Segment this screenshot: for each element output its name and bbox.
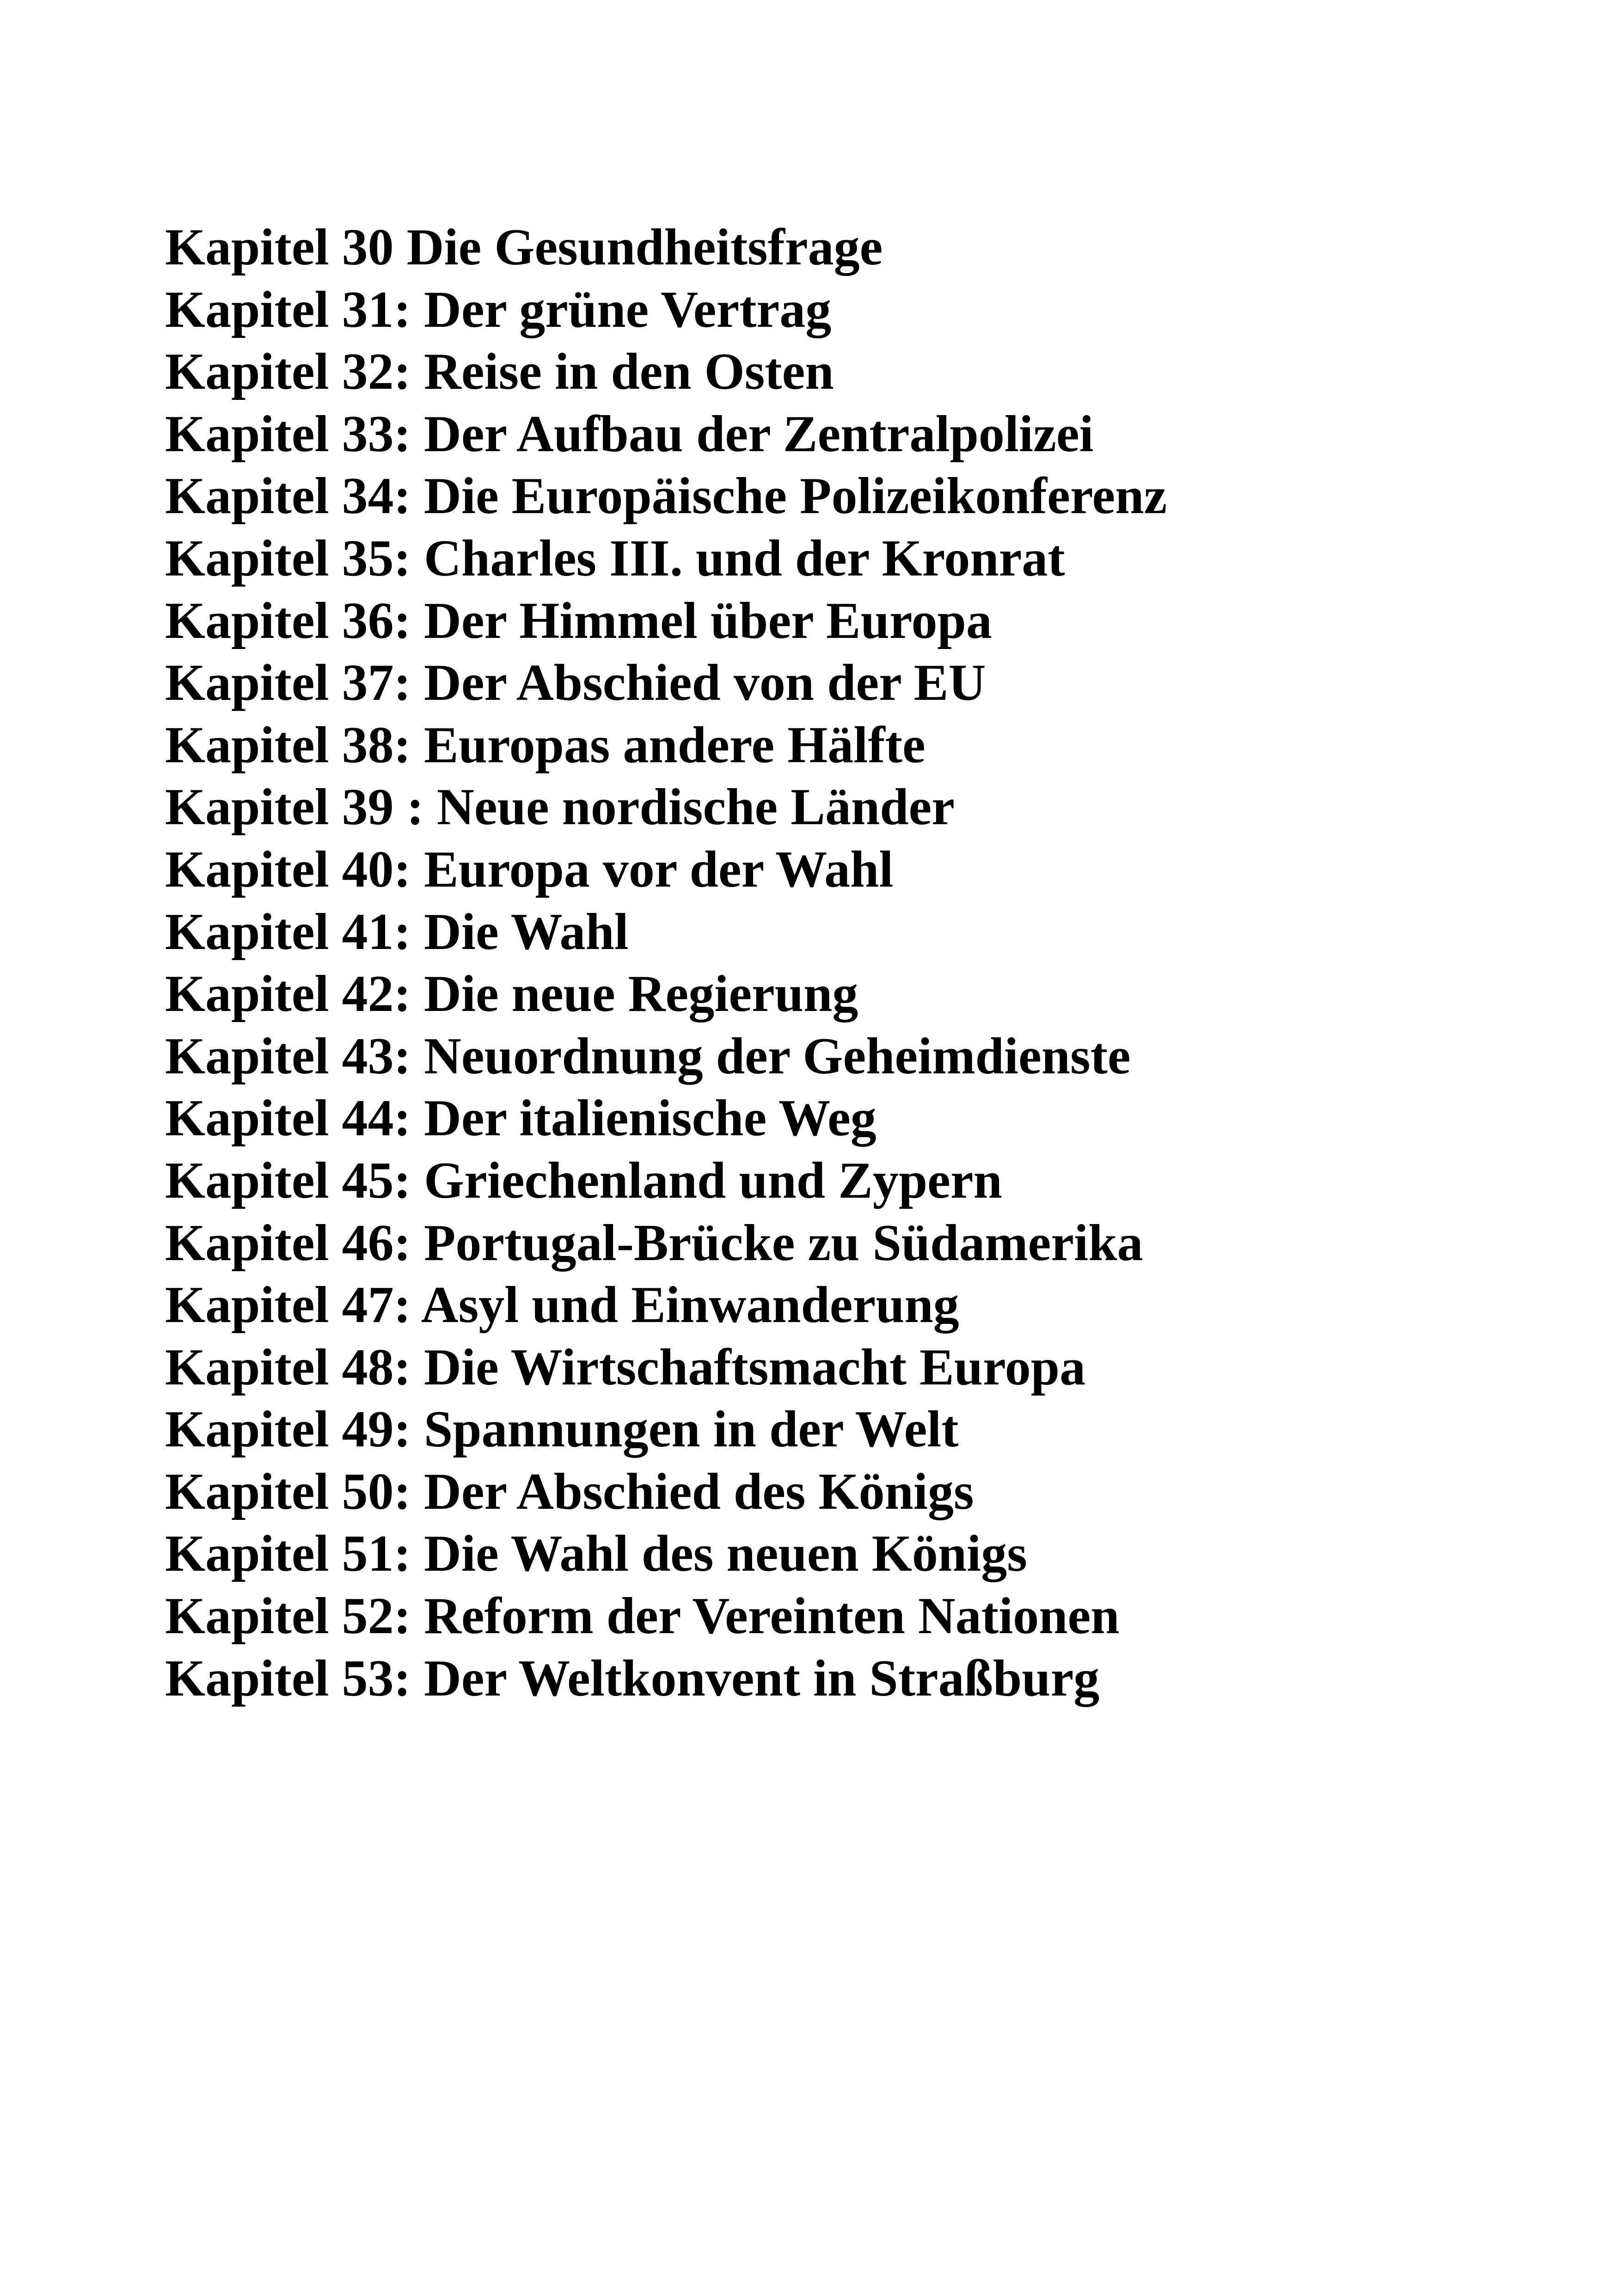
chapter-entry: Kapitel 46: Portugal-Brücke zu Südamerika <box>165 1214 1143 1272</box>
chapter-entry: Kapitel 44: Der italienische Weg <box>165 1090 876 1147</box>
chapter-entry: Kapitel 41: Die Wahl <box>165 903 629 961</box>
chapter-entry: Kapitel 42: Die neue Regierung <box>165 965 858 1023</box>
chapter-entry: Kapitel 32: Reise in den Osten <box>165 343 834 401</box>
chapter-entry: Kapitel 30 Die Gesundheitsfrage <box>165 219 883 276</box>
chapter-entry: Kapitel 40: Europa vor der Wahl <box>165 840 894 898</box>
chapter-entry: Kapitel 35: Charles III. und der Kronrat <box>165 529 1065 587</box>
chapter-entry: Kapitel 52: Reform der Vereinten Nationen <box>165 1587 1120 1645</box>
chapter-entry: Kapitel 37: Der Abschied von der EU <box>165 654 986 712</box>
chapter-entry: Kapitel 38: Europas andere Hälfte <box>165 716 925 774</box>
chapter-entry: Kapitel 51: Die Wahl des neuen Königs <box>165 1525 1027 1583</box>
chapter-entry: Kapitel 45: Griechenland und Zypern <box>165 1151 1002 1209</box>
chapter-entry: Kapitel 50: Der Abschied des Königs <box>165 1463 974 1520</box>
chapter-entry: Kapitel 31: Der grüne Vertrag <box>165 281 832 338</box>
chapter-entry: Kapitel 43: Neuordnung der Geheimdienste <box>165 1027 1131 1085</box>
chapter-entry: Kapitel 34: Die Europäische Polizeikonferenz <box>165 467 1167 525</box>
chapter-entry: Kapitel 48: Die Wirtschaftsmacht Europa <box>165 1338 1086 1396</box>
chapter-entry: Kapitel 47: Asyl und Einwanderung <box>165 1276 959 1334</box>
chapter-entry: Kapitel 53: Der Weltkonvent in Straßburg <box>165 1649 1100 1707</box>
chapter-entry: Kapitel 33: Der Aufbau der Zentralpolizei <box>165 405 1094 463</box>
chapter-list <box>165 216 1167 1709</box>
chapter-entry: Kapitel 39 : Neue nordische Länder <box>165 778 955 836</box>
chapter-entry: Kapitel 36: Der Himmel über Europa <box>165 592 992 649</box>
chapter-entry: Kapitel 49: Spannungen in der Welt <box>165 1401 959 1458</box>
